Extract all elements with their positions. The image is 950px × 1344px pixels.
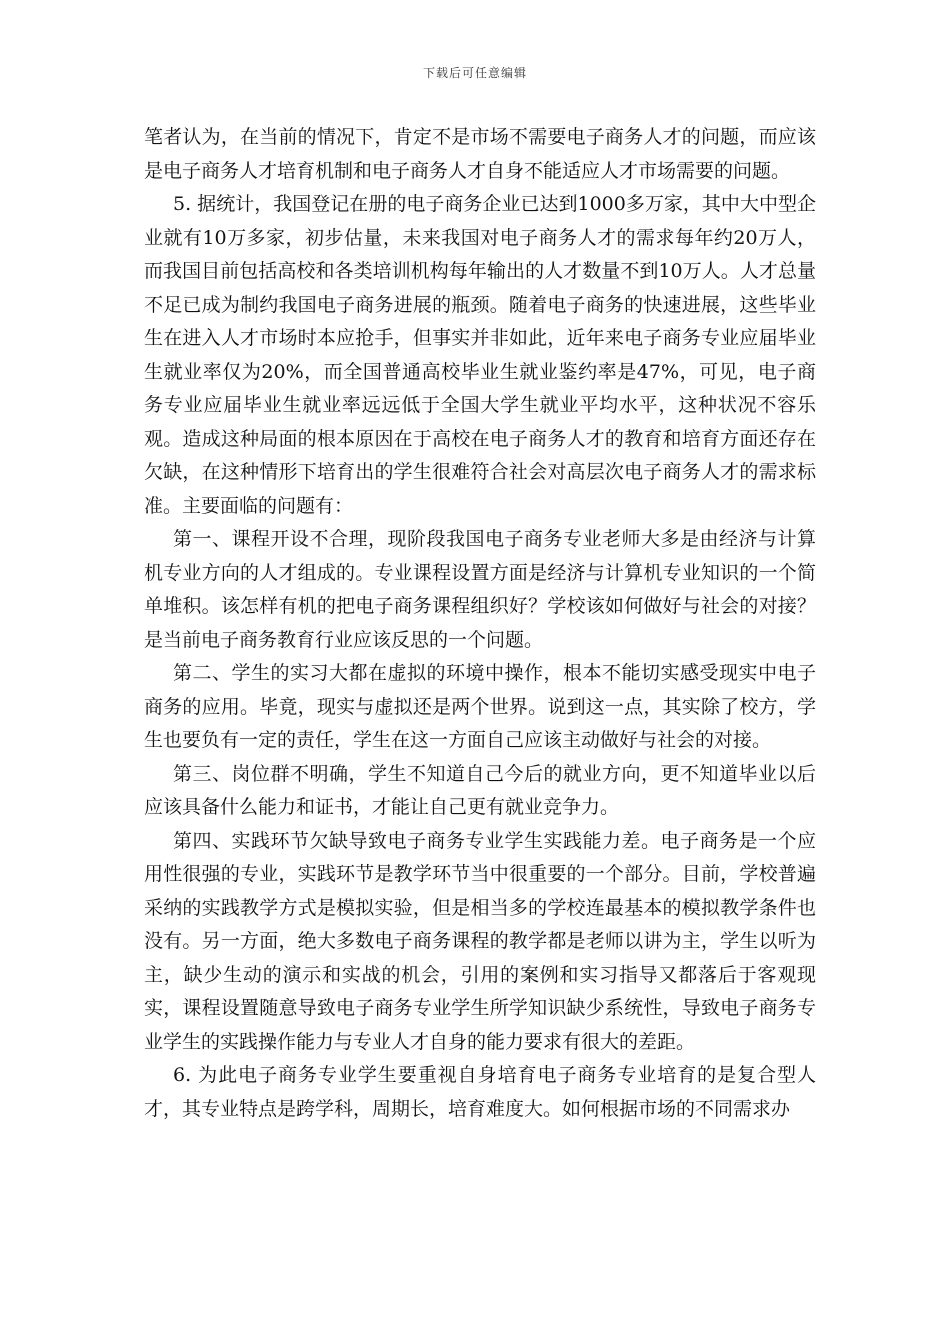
paragraph-issue-second: 第二、学生的实习大都在虚拟的环境中操作，根本不能切实感受现实中电子商务的应用。毕竟，现实与虚拟还是两个世界。说到这一点，其实除了校方，学生也要负有一定的责任，学生在这一方面自己应该主动做好与社会的对接。 xyxy=(144,662,816,751)
page-header-note: 下载后可任意编辑 xyxy=(422,66,527,80)
paragraph-point-5: 5. 据统计，我国登记在册的电子商务企业已达到1000多万家，其中大中型企业就有10万多家，初步估量，未来我国对电子商务人才的需求每年约20万人，而我国目前包括高校和各类培训机构每年输出的人才数量不到10万人。人才总量不足已成为制约我国电子商务进展的瓶颈。随着电子商务的快速进展，这些毕业生在进入人才市场时本应抢手，但事实并非如此，近年来电子商务专业应届毕业生就业率仅为20%，而全国普通高校毕业生就业鉴约率是47%，可见，电子商务专业应届毕业生就业率远远低于全国大学生就业平均水平，这种状况不容乐观。造成这种局面的根本原因在于高校在电子商务人才的教育和培育方面还存在欠缺，在这种情形下培育出的学生很难符合社会对高层次电子商务人才的需求标准。主要面临的问题有： xyxy=(144,193,816,517)
paragraph-issue-first: 第一、课程开设不合理，现阶段我国电子商务专业老师大多是由经济与计算机专业方向的人才组成的。专业课程设置方面是经济与计算机专业知识的一个简单堆积。该怎样有机的把电子商务课程组织好？学校该如何做好与社会的对接？是当前电子商务教育行业应该反思的一个问题。 xyxy=(144,528,816,651)
paragraph-point-6: 6. 为此电子商务专业学生要重视自身培育电子商务专业培育的是复合型人才，其专业特点是跨学科，周期长，培育难度大。如何根据市场的不同需求办 xyxy=(144,1064,816,1120)
paragraph-author-view: 笔者认为，在当前的情况下，肯定不是市场不需要电子商务人才的问题，而应该是电子商务人才培育机制和电子商务人才自身不能适应人才市场需要的问题。 xyxy=(144,126,816,182)
document-body xyxy=(144,121,816,1126)
paragraph-issue-fourth: 第四、实践环节欠缺导致电子商务专业学生实践能力差。电子商务是一个应用性很强的专业，实践环节是教学环节当中很重要的一个部分。目前，学校普遍采纳的实践教学方式是模拟实验，但是相当多的学校连最基本的模拟教学条件也没有。另一方面，绝大多数电子商务课程的教学都是老师以讲为主，学生以听为主，缺少生动的演示和实战的机会，引用的案例和实习指导又都落后于客观现实，课程设置随意导致电子商务专业学生所学知识缺少系统性，导致电子商务专业学生的实践操作能力与专业人才自身的能力要求有很大的差距。 xyxy=(144,829,816,1053)
paragraph-issue-third: 第三、岗位群不明确，学生不知道自己今后的就业方向，更不知道毕业以后应该具备什么能力和证书，才能让自己更有就业竞争力。 xyxy=(144,762,816,818)
